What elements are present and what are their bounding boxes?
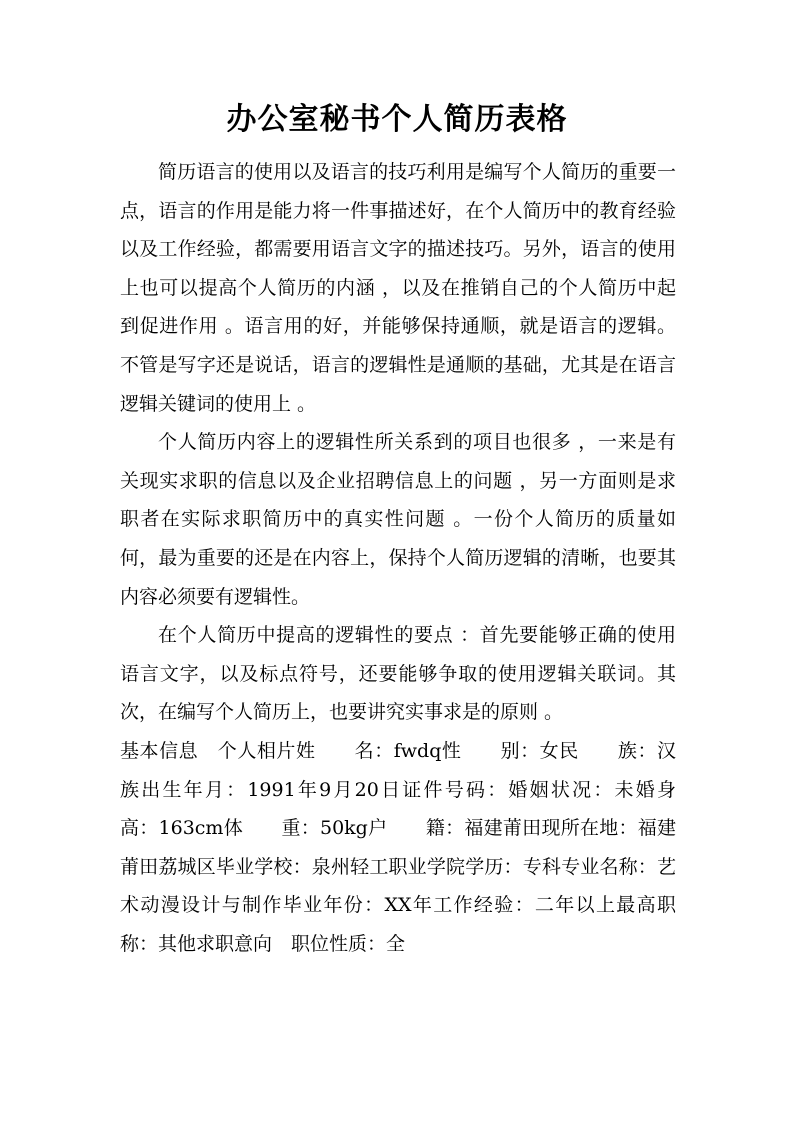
document-body	[120, 153, 715, 963]
paragraph-logic-key-points: 在个人简历中提高的逻辑性的要点 ：首先要能够正确的使用语言文字，以及标点符号，还要能够争取的使用逻辑关联词。其次，在编写个人简历上，也要讲究实事求是的原则 。	[120, 624, 676, 724]
paragraph-basic-info: 基本信息 个人相片姓 名：fwdq性 别：女民 族：汉族出生年月：1991年9月20日证件号码：婚姻状况：未婚身 高：163cm体 重：50kg户 籍：福建莆田现所在地：福建莆田荔城区毕业学校：泉州轻工职业学院学历：专科专业名称：艺术动漫设计与制作毕业年份：XX年工作经验：二年以上最高职称：其他求职意向 职位性质：全	[120, 739, 715, 955]
paragraph-resume-language: 简历语言的使用以及语言的技巧利用是编写个人简历的重要一点，语言的作用是能力将一件事描述好，在个人简历中的教育经验以及工作经验，都需要用语言文字的描述技巧。另外，语言的使用上也可以提高个人简历的内涵 ，以及在推销自己的个人简历中起到促进作用 。语言用的好，并能够保持通顺，就是语言的逻辑。不管是写字还是说话，语言的逻辑性是通顺的基础，尤其是在语言逻辑关键词的使用上 。	[120, 161, 676, 415]
document-title: 办公室秘书个人简历表格	[226, 102, 568, 137]
paragraph-resume-logic: 个人简历内容上的逻辑性所关系到的项目也很多 ，一来是有关现实求职的信息以及企业招聘信息上的问题 ，另一方面则是求职者在实际求职简历中的真实性问题 。一份个人简历的质量如何，最为重要的还是在内容上，保持个人简历逻辑的清晰，也要其内容必须要有逻辑性。	[120, 431, 676, 608]
